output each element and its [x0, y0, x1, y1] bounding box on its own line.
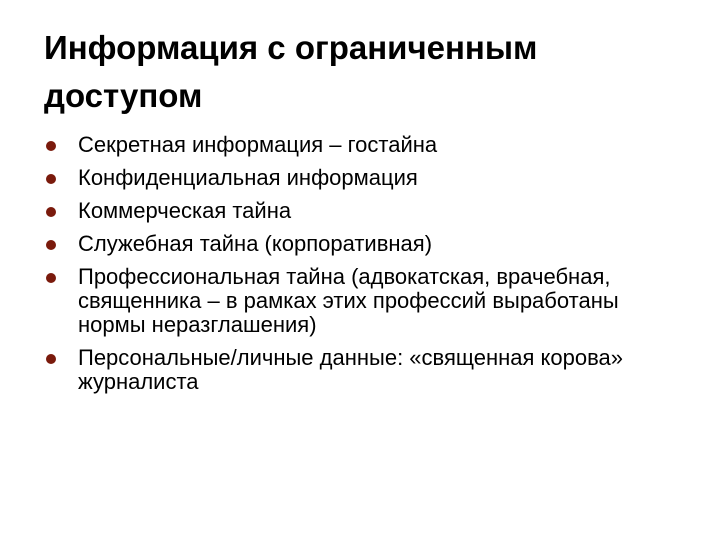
- bullet-dot-icon: [46, 207, 56, 217]
- list-item-text: Коммерческая тайна: [78, 198, 292, 223]
- bullet-list: [44, 133, 680, 403]
- bullet-dot-icon: [46, 354, 56, 364]
- list-item: [44, 133, 680, 157]
- list-item: [44, 232, 680, 256]
- list-item-text: Конфиденциальная информация: [78, 165, 418, 190]
- list-item-text: Профессиональная тайна (адвокатская, врачебная, священника – в рамках этих профессий выработаны нормы неразглашения): [78, 264, 619, 337]
- list-item-text: Секретная информация – гостайна: [78, 132, 438, 157]
- slide-title: Информация с ограниченным доступом: [44, 29, 538, 114]
- bullet-dot-icon: [46, 240, 56, 250]
- list-item-text: Персональные/личные данные: «священная корова» журналиста: [78, 345, 624, 394]
- list-item: [44, 166, 680, 190]
- list-item: [44, 346, 680, 394]
- bullet-dot-icon: [46, 273, 56, 283]
- list-item: [44, 265, 680, 337]
- bullet-dot-icon: [46, 174, 56, 184]
- list-item: [44, 199, 680, 223]
- bullet-dot-icon: [46, 141, 56, 151]
- list-item-text: Служебная тайна (корпоративная): [78, 231, 433, 256]
